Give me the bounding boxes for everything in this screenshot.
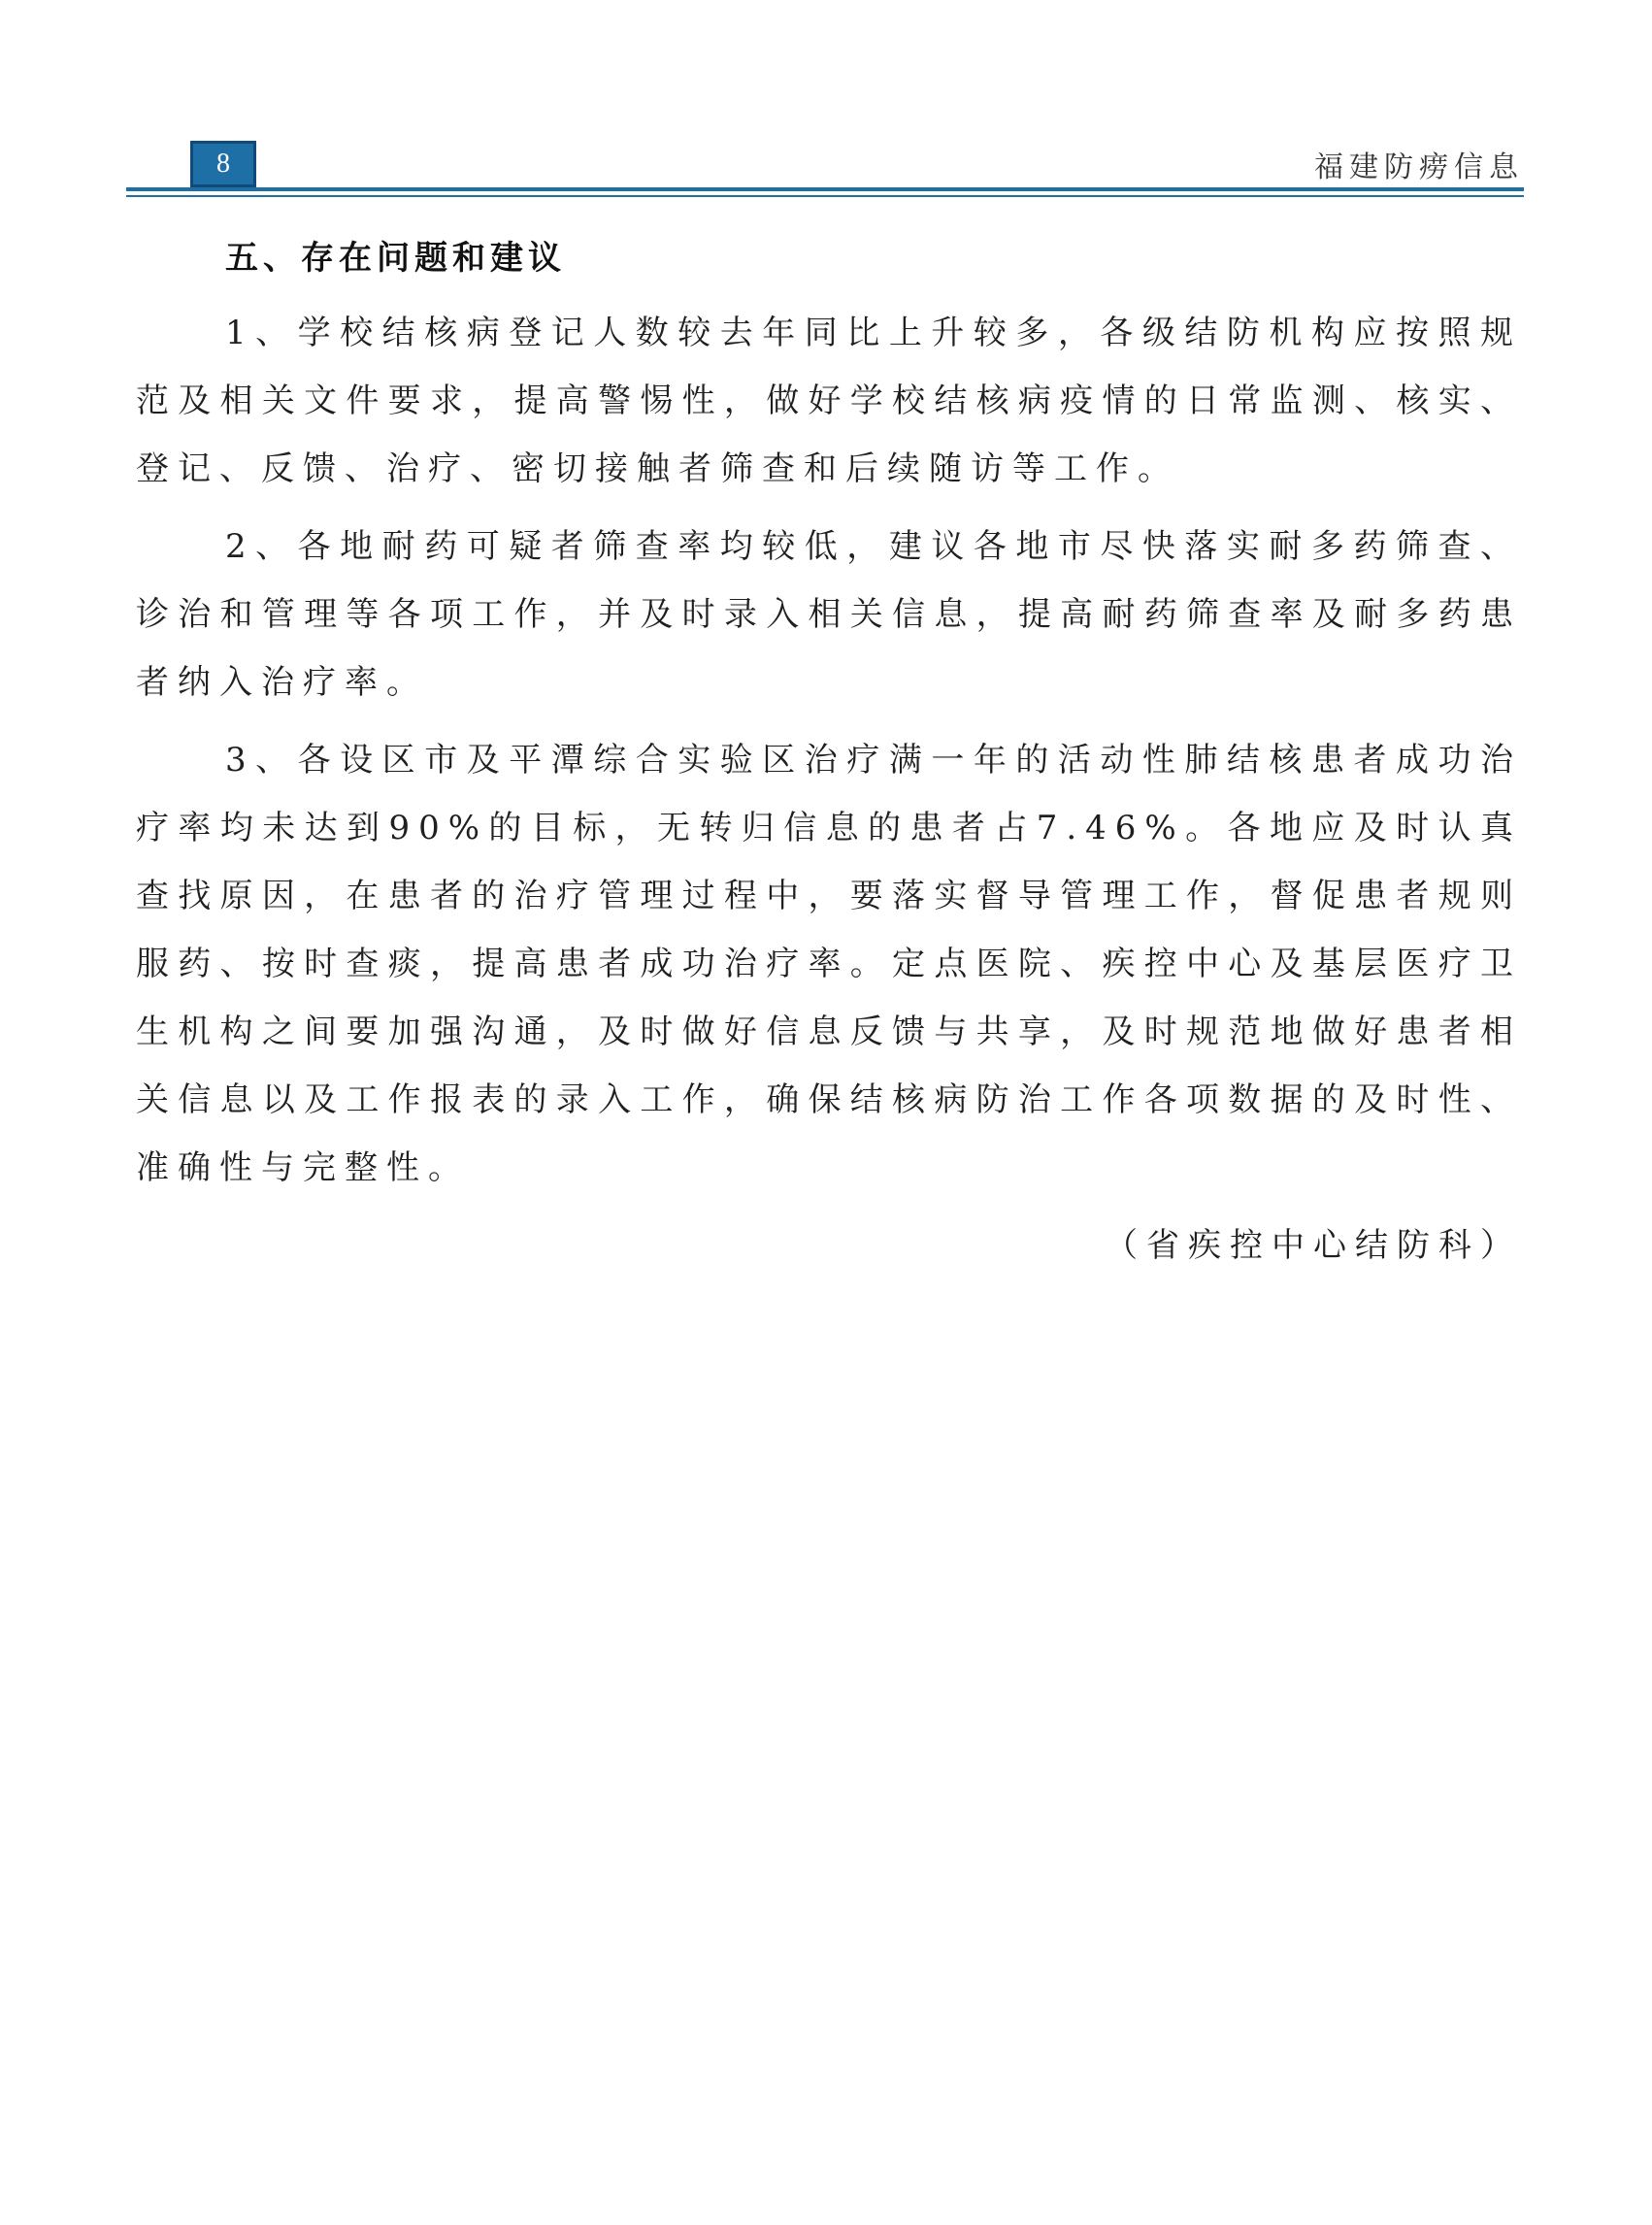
- page-header: [126, 141, 1524, 199]
- journal-title: 福建防痨信息: [1314, 150, 1524, 184]
- section-title: 五、存在问题和建议: [225, 239, 566, 278]
- paragraph-2: 2、各地耐药可疑者筛查率均较低，建议各地市尽快落实耐多药筛查、诊治和管理等各项工作，并及时录入相关信息，提高耐药筛查率及耐多药患者纳入治疗率。: [136, 527, 1522, 702]
- page-number-badge: [190, 141, 256, 187]
- page-content: [136, 231, 1522, 1279]
- page-number: 8: [216, 149, 230, 179]
- paragraph-1: 1、学校结核病登记人数较去年同比上升较多，各级结防机构应按照规范及相关文件要求，提高警惕性，做好学校结核病疫情的日常监测、核实、登记、反馈、治疗、密切接触者筛查和后续随访等工作。: [136, 314, 1522, 488]
- paragraph-3: 3、各设区市及平潭综合实验区治疗满一年的活动性肺结核患者成功治疗率均未达到90%的目标，无转归信息的患者占7.46%。各地应及时认真查找原因，在患者的治疗管理过程中，要落实督导管理工作，督促患者规则服药、按时查痰，提高患者成功治疗率。定点医院、疾控中心及基层医疗卫生机构之间要加强沟通，及时做好信息反馈与共享，及时规范地做好患者相关信息以及工作报表的录入工作，确保结核病防治工作各项数据的及时性、准确性与完整性。: [136, 741, 1522, 1187]
- header-rule-thin: [126, 195, 1524, 197]
- signature: （省疾控中心结防科）: [1105, 1226, 1522, 1265]
- header-rule-thick: [126, 187, 1524, 191]
